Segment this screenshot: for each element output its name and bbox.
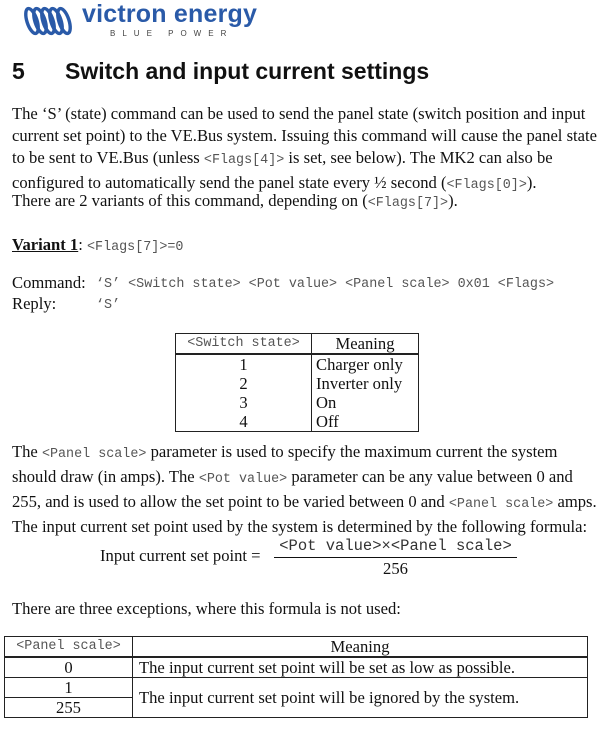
text: is set, see below). The MK2 can also be [284,148,553,167]
command-label: Command: [12,273,86,292]
variants-intro [12,190,458,215]
table-header-row [5,637,588,658]
switch-meaning: On [312,393,419,412]
table-row [176,393,419,412]
panel-scale-value: 255 [5,698,133,718]
brand-tagline: BLUE POWER [110,29,234,38]
text: parameter is used to specify the maximum current the system [146,442,558,461]
formula-fraction [274,537,517,579]
code-pot-value: <Pot value> [198,472,288,487]
intro-line: The ‘S’ (state) command can be used to send the panel state (switch position and input [12,104,586,123]
table-row [176,412,419,432]
table-row [176,374,419,393]
text: to be sent to VE.Bus (unless [12,148,204,167]
switch-meaning: Charger only [312,354,419,374]
victron-logo [18,0,258,39]
switch-meaning: Inverter only [312,374,419,393]
text: configured to automatically send the panel state every ½ second ( [12,173,447,192]
panel-scale-value: 0 [5,657,133,678]
table-header-row [176,334,419,355]
text: amps. [553,492,597,511]
table-row [5,678,588,698]
command-value: ‘S’ <Switch state> <Pot value> <Panel scale> 0x01 <Flags> [96,277,555,292]
formula-denominator: 256 [383,559,408,578]
brand-name: victron energy [82,0,258,28]
exception-meaning: The input current set point will be ignored by the system. [133,678,588,718]
text: ). [526,173,537,192]
intro-paragraph [12,103,597,197]
victron-coil-icon [18,3,78,39]
table-row [176,354,419,374]
switch-value: 1 [176,354,312,374]
variant-condition: <Flags[7]>=0 [87,240,184,255]
text: ). [448,191,458,210]
code-flags-7: <Flags[7]> [367,196,449,211]
reply-value: ‘S’ [96,298,121,313]
code-flags-0: <Flags[0]> [446,178,527,193]
text: 255, and is used to allow the set point to be varied between 0 and [12,492,449,511]
header-switch-state: <Switch state> [176,334,312,355]
code-panel-scale: <Panel scale> [448,497,554,512]
para-line: The input current set point used by the system is determined by the following formula: [12,517,588,536]
text: should draw (in amps). The [12,467,199,486]
code-flags-4: <Flags[4]> [203,153,285,168]
exceptions-intro: There are three exceptions, where this formula is not used: [12,599,401,618]
exception-meaning: The input current set point will be set as low as possible. [133,657,588,678]
variant-label: Variant 1 [12,235,79,254]
code-panel-scale: <Panel scale> [41,447,147,462]
switch-state-table [175,333,419,432]
exceptions-table [4,636,588,718]
reply-label: Reply: [12,294,57,313]
intro-line [12,147,597,172]
intro-line: current set point) to the VE.Bus system. Issuing this command will cause the panel state [12,126,597,145]
header-meaning: Meaning [133,637,588,658]
switch-meaning: Off [312,412,419,432]
para-line [12,491,597,516]
switch-value: 3 [176,393,312,412]
section-title: Switch and input current settings [65,58,430,84]
variant-1-heading [12,234,183,259]
formula-numerator: <Pot value>×<Panel scale> [274,537,517,558]
section-number: 5 [12,58,25,84]
header-panel-scale: <Panel scale> [5,637,133,658]
panel-scale-paragraph [12,441,597,538]
text: There are 2 variants of this command, depending on ( [12,191,368,210]
switch-value: 4 [176,412,312,432]
text: The [12,442,42,461]
table-row [5,657,588,678]
header-meaning: Meaning [312,334,419,355]
para-line [12,441,597,466]
text: : [78,235,87,254]
para-line [12,466,597,491]
switch-value: 2 [176,374,312,393]
panel-scale-value: 1 [5,678,133,698]
text: parameter can be any value between 0 and [287,467,573,486]
formula-lhs: Input current set point = [100,546,261,565]
